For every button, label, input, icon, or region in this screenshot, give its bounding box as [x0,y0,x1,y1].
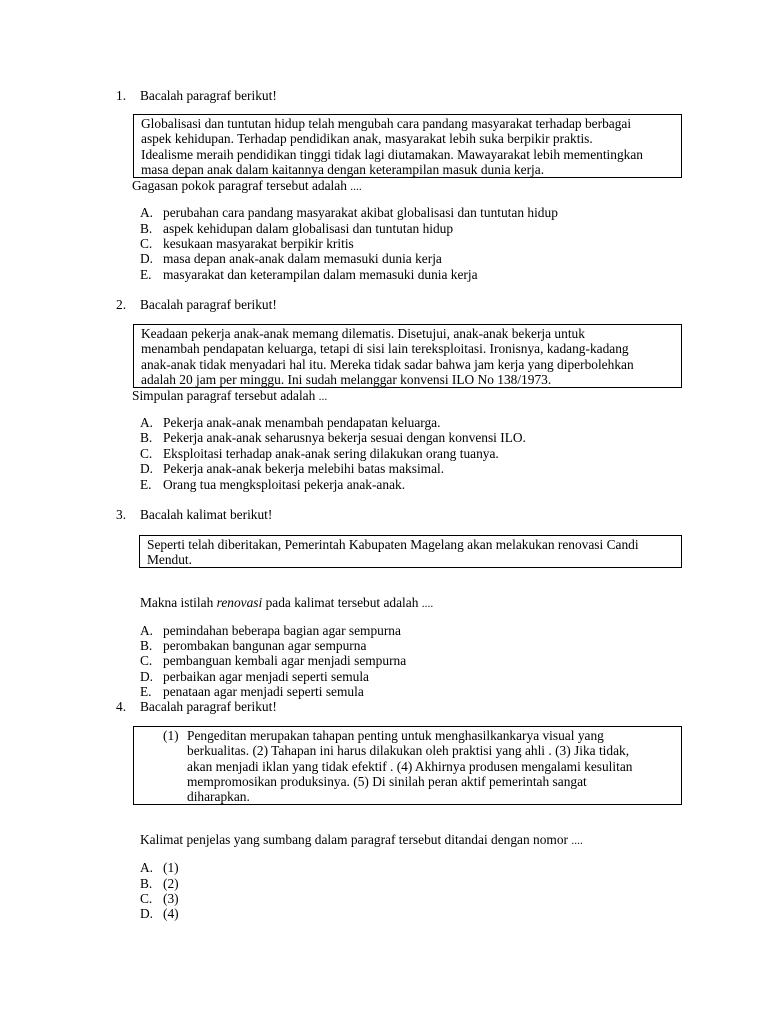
question-number: 4. [116,699,127,714]
passage-line: aspek kehidupan. Terhadap pendidikan anak, masyarakat lebih suka berpikir praktis. [141,131,593,146]
passage-line: Seperti telah diberitakan, Pemerintah Kabupaten Magelang akan melakukan renovasi Candi [147,537,639,552]
passage-line: adalah 20 jam per minggu. Ini sudah melanggar konvensi ILO No 138/1973. [141,372,552,387]
question-number: 2. [116,297,127,312]
prompt-term: renovasi [216,595,263,610]
passage-line: berkualitas. (2) Tahapan ini harus dilakukan oleh praktisi yang ahli . (3) Jika tidak, [187,743,630,758]
question-instruction: Bacalah kalimat berikut! [140,507,273,522]
question-prompt: Gagasan pokok paragraf tersebut adalah .... [132,178,362,193]
question-prompt: Makna istilah renovasi pada kalimat tersebut adalah .... [140,595,434,610]
passage-line: Pengeditan merupakan tahapan penting untuk menghasilkankarya visual yang [187,728,604,743]
passage-line: Idealisme meraih pendidikan tinggi tidak lagi diutamakan. Mawayarakat lebih mementingkan [141,147,643,162]
passage-box [133,114,682,178]
passage-line: Keadaan pekerja anak-anak memang dilematis. Disetujui, anak-anak bekerja untuk [141,326,585,341]
question-number: 1. [116,88,127,103]
passage-marker: (1) [163,728,179,743]
passage-line: menambah pendapatan keluarga, tetapi di sisi lain tereksploitasi. Ironisnya, kadang-kadang [141,341,629,356]
passage-line: diharapkan. [187,789,250,804]
question-instruction: Bacalah paragraf berikut! [140,88,277,103]
question-prompt: Kalimat penjelas yang sumbang dalam paragraf tersebut ditandai dengan nomor .... [140,832,583,847]
passage-line: akan menjadi iklan yang tidak efektif . (4) Akhirnya produsen mengalami kesulitan [187,759,633,774]
question-instruction: Bacalah paragraf berikut! [140,297,277,312]
passage-line: Mendut. [147,552,193,567]
passage-line: masa depan anak dalam kaitannya dengan keterampilan masuk dunia kerja. [141,162,545,177]
passage-line: Globalisasi dan tuntutan hidup telah mengubah cara pandang masyarakat terhadap berbagai [141,116,632,131]
passage-box [133,726,682,805]
question-instruction: Bacalah paragraf berikut! [140,699,277,714]
passage-box [133,324,682,388]
question-number: 3. [116,507,127,522]
passage-box [139,535,682,568]
passage-line: mempromosikan produksinya. (5) Di sinilah peran aktif pemerintah sangat [187,774,587,789]
question-prompt: Simpulan paragraf tersebut adalah ... [132,388,328,403]
passage-line: anak-anak tidak menyadari hal itu. Mereka tidak sadar bahwa jam kerja yang diperbolehkan [141,357,634,372]
